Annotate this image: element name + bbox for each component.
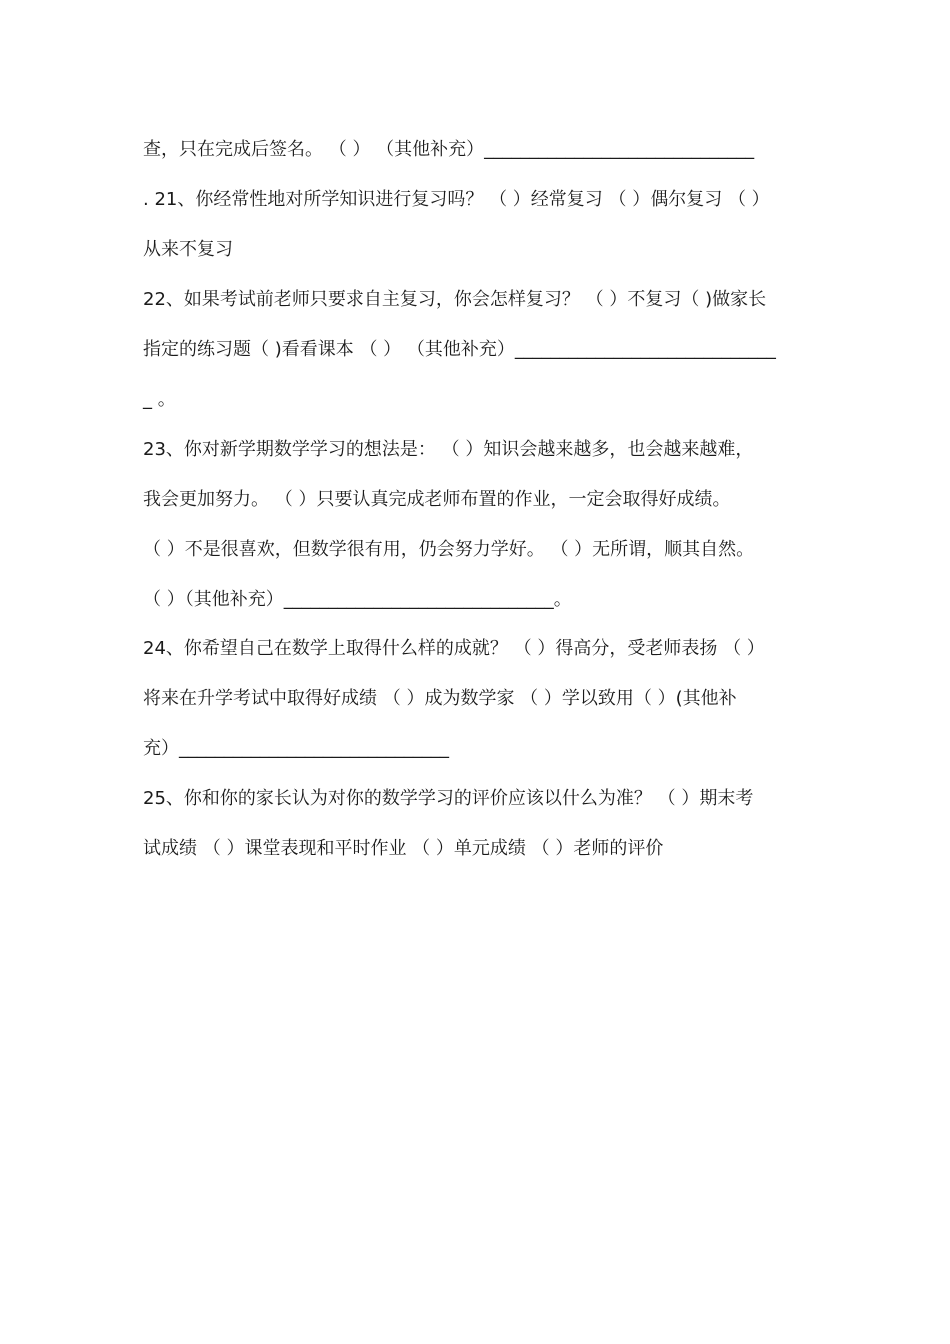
question-24-line-3: 充）______________________________ [143,738,449,759]
text-line-1: 查，只在完成后签名。 （ ） （其他补充）______________________________ [143,139,755,160]
question-22-line-2: 指定的练习题（ )看看课本 （ ） （其他补充）_____________________________ [143,339,776,360]
question-25-line-2: 试成绩 （ ）课堂表现和平时作业 （ ）单元成绩 （ ）老师的评价 [143,838,664,859]
question-23-line-2: 我会更加努力。 （ ）只要认真完成老师布置的作业，一定会取得好成绩。 [143,489,731,510]
question-22-line-1: 22、如果考试前老师只要求自主复习，你会怎样复习？ （ ）不复习（ )做家长 [143,289,767,310]
question-25-line-1: 25、你和你的家长认为对你的数学学习的评价应该以什么为准？ （ ）期末考 [143,788,754,809]
question-22-line-3: _ 。 [143,389,176,410]
question-21-line-2: 从来不复习 [143,239,233,260]
question-23-line-1: 23、你对新学期数学学习的想法是： （ ）知识会越来越多，也会越来越难， [143,439,754,460]
question-24-line-1: 24、你希望自己在数学上取得什么样的成就？ （ ）得高分，受老师表扬 （ ） [143,638,765,659]
question-23-line-3: （ ）不是很喜欢，但数学很有用，仍会努力学好。 （ ）无所谓，顺其自然。 [143,539,755,560]
question-24-line-2: 将来在升学考试中取得好成绩 （ ）成为数学家 （ ）学以致用（ ）(其他补 [143,688,737,709]
question-23-line-4: （ ）（其他补充）______________________________。 [143,589,572,610]
question-21-line-1: . 21、你经常性地对所学知识进行复习吗？ （ ）经常复习 （ ）偶尔复习 （ ） [143,189,770,210]
